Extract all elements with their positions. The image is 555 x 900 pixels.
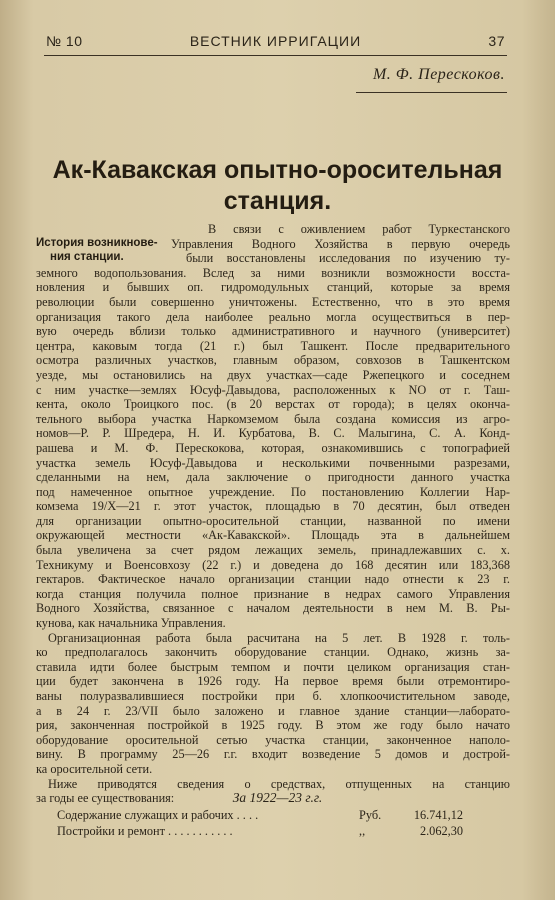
issue-number: № 10 [46, 33, 83, 49]
text-line: гектаров. Фактическое начало организации станции надо отнести к 23 г. [36, 572, 510, 587]
text-line: участка земель Юсуф-Давыдова и несколькими почвенными разрезами, [36, 455, 510, 470]
article-author: М. Ф. Перескоков. [372, 66, 505, 83]
text-line: ваны полуразвалившиеся постройки при б. хлопкоочистительном заводе, [36, 689, 510, 703]
text-line: вину. В программу 25—26 г.г. входит возведение 5 домов и дострой- [36, 747, 510, 762]
text-line: с ним участке—землях Юсуф-Давыдова, расположенных к NO от г. Таш- [36, 382, 510, 397]
text-line: ка оросительной сети. [36, 761, 153, 776]
text-line: под намеченное опытное учреждение. По постановлению Коллегии Нар- [36, 484, 510, 499]
article-title [20, 155, 535, 217]
text-line: Ниже приводятся сведения о средствах, отпущенных на станцию [48, 776, 510, 791]
text-line: комзема 19/X—21 г. этот участок, площадью в 70 десятин, был отведен [36, 499, 510, 514]
author-rule [356, 92, 507, 93]
text-line: за годы ее существования: [36, 791, 175, 806]
text-line: рашева и М. Ф. Перескокова, которая, ознакомившись с топографией [36, 440, 510, 455]
text-line: уезде, мы остановились на двух участках—саде Ржепецкого и соседнем [36, 367, 510, 382]
ledger-currency: Руб. [359, 808, 382, 822]
running-header [46, 33, 505, 53]
text-line: Управления Водного Хозяйства в первую очередь [171, 236, 510, 251]
text-line: вую очередь вблизи только административного и научного (университет) [36, 324, 510, 339]
text-line: Техникуму и Военсовхозу (22 г.) и доведена до 168 десятин или 183,368 [36, 557, 510, 572]
ledger-period: За 1922—23 г.г. [232, 790, 323, 805]
side-heading-line: История возникнове- [36, 237, 158, 249]
ledger-item-label: Содержание служащих и рабочих . . . . [57, 808, 259, 822]
text-line: земного водопользования. Вслед за ними возникли возможности восста- [36, 265, 510, 280]
ledger-amount: 2.062,30 [419, 824, 463, 838]
text-line: когда станция получила полное признание в недрах самого Управления [36, 586, 510, 601]
ledger-row [57, 808, 463, 824]
page-number: 37 [488, 33, 505, 49]
ledger-row [57, 824, 463, 840]
text-line: центра, каковым тогда (21 г.) был Ташкент. После предварительного [36, 338, 510, 353]
article-body [36, 222, 510, 806]
text-line: ставила идти более быстрым темпом и почти целиком организация стан- [36, 659, 510, 674]
header-rule [44, 55, 507, 56]
text-line: были восстановлены исследования по изучению ту- [186, 251, 510, 266]
text-line: окружающей местности «Ак-Кавакской». Площадь эта в дальнейшем [36, 528, 510, 543]
text-line: В связи с оживлением работ Туркестанского [208, 222, 510, 236]
title-line: станция. [223, 187, 332, 215]
title-line: Ак-Кавакская опытно-оросительная [52, 156, 503, 184]
text-line: новления и бывших оп. гидромодульных станций, которые за время [36, 280, 510, 295]
text-line: рия, законченная постройкой в 1925 году. В этом же году было начато [36, 718, 510, 733]
text-line: кента, около Троицкого пос. (в 20 верстах от города); в целях оконча- [36, 397, 510, 412]
text-line: сделанными на нем, дала заключение о пригодности данного участка [36, 470, 510, 485]
text-line: кунова, как начальника Управления. [36, 616, 226, 631]
text-line: ции будет закончена в 1926 году. На первое время были отремонтиро- [36, 674, 510, 689]
text-line: оборудование оросительной сетью участка станции, законченное наполо- [36, 732, 510, 747]
text-line: ко предполагалось закончить оборудование станции. Однако, жизнь за- [36, 645, 510, 660]
text-line: а в 24 г. 23/VII было заложено и главное здание станции—лаборато- [36, 703, 510, 718]
text-line: Организационная работа была расчитана на 5 лет. В 1928 г. толь- [48, 630, 510, 645]
journal-title: ВЕСТНИК ИРРИГАЦИИ [189, 33, 362, 49]
text-line: тельного выбора участка Наркомземом была создана комиссия из агро- [36, 411, 510, 426]
text-line: осмотра различных участков, главным образом, совхозов в Ташкентском [36, 353, 510, 368]
expense-ledger [57, 808, 463, 840]
ledger-currency: ,, [359, 824, 366, 838]
text-line: для организации опытно-оросительной станции, названной по имени [36, 513, 510, 528]
text-line: организация такого дела наиболее реально могла осуществиться в пер- [36, 309, 510, 324]
ledger-amount: 16.741,12 [413, 808, 463, 822]
text-line: революции были совершенно уничтожены. Естественно, что в это время [36, 294, 510, 309]
ledger-item-label: Постройки и ремонт . . . . . . . . . . . [57, 824, 233, 838]
text-line: Водного Хозяйства, связанное с началом деятельности в нем М. В. Ры- [36, 601, 510, 616]
text-line: номов—Р. Р. Шредера, Н. И. Курбатова, В. С. Малыгина, С. А. Конд- [36, 426, 510, 441]
text-line: была увеличена за счет рядом лежащих земель, принадлежавших с. х. [36, 543, 510, 558]
side-heading-line: ния станции. [50, 251, 124, 263]
